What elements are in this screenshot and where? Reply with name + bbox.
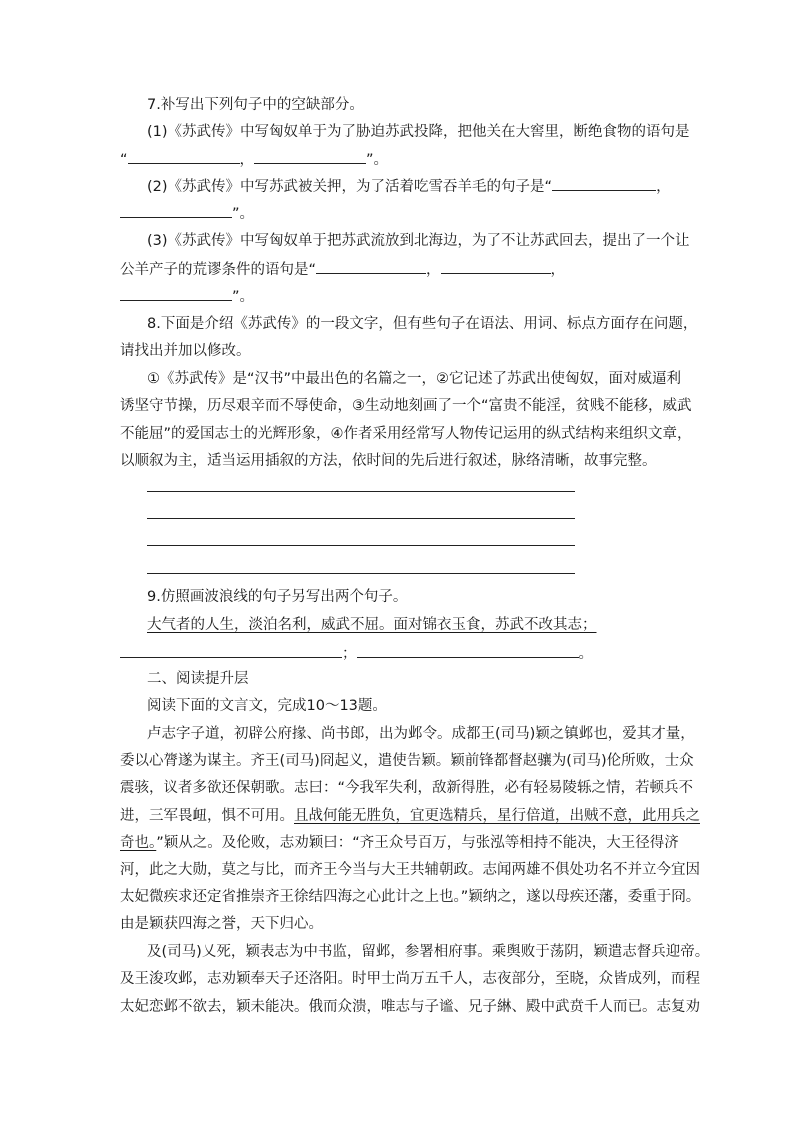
q7-s2-prompt [147,173,707,202]
q8-text-1: ①《苏武传》是“汉书”中最出色的名篇之一，②它记述了苏武出使匈奴，面对威逼利 [147,371,682,387]
comma: ， [239,152,255,168]
q7-s1-blank-1[interactable] [128,146,240,164]
q7-s3-blank-1[interactable] [316,256,426,274]
q9-title: 9.仿照画波浪线的句子另写出两个句子。 [147,589,408,605]
q7-s3-blank-3[interactable] [120,283,232,301]
q7-s2-blank-1[interactable] [552,173,656,191]
q8-text-4: 以顺叙为主，适当运用插叙的方法，依时间的先后进行叙述，脉络清晰，故事完整。 [120,453,657,469]
passage-line-10: 及王浚攻邺，志劝颖奉天子还洛阳。时甲士尚万五千人，志夜部分，至晓，众皆成列，而程 [120,971,700,987]
underlined-sentence-end: 奇也。 [120,835,157,851]
period: 。 [578,646,593,662]
answer-line-1[interactable] [147,491,575,492]
passage-text: ”颖从之。及伦败，志劝颖曰：“齐王众号百万，与张泓等相持不能决，大王径得济 [156,835,679,851]
section-heading: 二、阅读提升层 [147,671,249,687]
passage-line-4 [120,803,700,831]
q8-text-2: 诱坚守节操，历尽艰辛而不辱使命，③生动地刻画了一个“富贵不能淫，贫贱不能移，威武 [120,398,692,414]
q7-s3-text: 公羊产子的荒谬条件的语句是“ [120,262,317,278]
passage-line-8: 由是颖获四海之誉，天下归心。 [120,916,323,932]
passage-line-11: 太妃恋邺不欲去，颖未能决。俄而众溃，唯志与子谧、兄子綝、殿中武贲千人而已。志复劝 [120,999,700,1015]
passage-line-1: 卢志字子道，初辟公府掾、尚书郎，出为邺令。成都王(司马)颖之镇邺也，爱其才量， [147,726,695,742]
underlined-sentence: 且战何能无胜负，宜更选精兵，星行倍道，出贼不意，此用兵之 [294,808,700,824]
q9-answer [120,640,680,669]
q7-s3-blank-2[interactable] [441,256,551,274]
answer-line-4[interactable] [147,573,575,574]
open-quote: “ [120,152,128,168]
q7-s3-prompt: (3)《苏武传》中写匈奴单于把苏武流放到北海边，为了不让苏武回去，提出了一个让 [147,233,690,249]
close-quote: ”。 [232,206,255,222]
passage-line-6: 河，此之大勋，莫之与比，而齐王今当与大王共辅朝政。志闻两雄不俱处功名不并立今宜因 [120,862,700,878]
passage-line-5 [120,830,680,858]
q8-title-2: 请找出并加以修改。 [120,343,251,359]
q7-s3-answer [120,256,680,285]
close-quote: ”。 [366,152,389,168]
answer-line-2[interactable] [147,518,575,519]
passage-line-3: 震骇，议者多欲还保朝歌。志曰：“今我军失利，敌新得胜，必有轻易陵轹之情，若顿兵不 [120,780,694,796]
passage-text: 进，三军畏衄，惧不可用。 [120,808,294,824]
comma: ， [550,262,566,278]
q9-blank-1[interactable] [120,640,342,658]
q7-s3-answer-2 [120,283,680,312]
passage-line-7: 太妃微疾求还定省推崇齐王徐结四海之心此计之上也。”颖纳之，遂以母疾还藩，委重于冏。 [120,889,701,905]
q7-s2-text: (2)《苏武传》中写苏武被关押，为了活着吃雪吞羊毛的句子是“ [147,179,553,195]
q8-text-3: 不能屈”的爱国志士的光辉形象，④作者采用经常写人物传记运用的纵式结构来组织文章， [120,426,692,442]
q7-s1-answer [120,146,680,175]
semicolon: ； [342,646,357,662]
q9-blank-2[interactable] [357,640,579,658]
q7-title: 7.补写出下列句子中的空缺部分。 [147,97,364,113]
answer-line-3[interactable] [147,545,575,546]
q9-example-text: 大气者的人生，淡泊名利，威武不屈。面对锦衣玉食，苏武不改其志； [147,617,597,633]
comma: ， [656,179,671,195]
q9-example [147,612,707,640]
q7-s1-blank-2[interactable] [254,146,366,164]
section-instruction: 阅读下面的文言文，完成10～13题。 [147,698,387,714]
q7-s2-blank-2[interactable] [120,200,232,218]
passage-line-9: 及(司马)乂死，颖表志为中书监，留邺，参署相府事。乘舆败于荡阴，颖遣志督兵迎帝。 [147,944,710,960]
q7-s2-answer [120,200,680,229]
q7-s1-prompt: (1)《苏武传》中写匈奴单于为了胁迫苏武投降，把他关在大窖里，断绝食物的语句是 [147,124,690,140]
passage-line-2: 委以心膂遂为谋主。齐王(司马)冏起义，遣使告颖。颖前锋都督赵骧为(司马)伦所败，士众 [120,753,694,769]
close-quote: ”。 [232,289,255,305]
q8-title-1: 8.下面是介绍《苏武传》的一段文字，但有些句子在语法、用词、标点方面存在问题， [147,316,698,332]
comma: ， [426,262,441,278]
